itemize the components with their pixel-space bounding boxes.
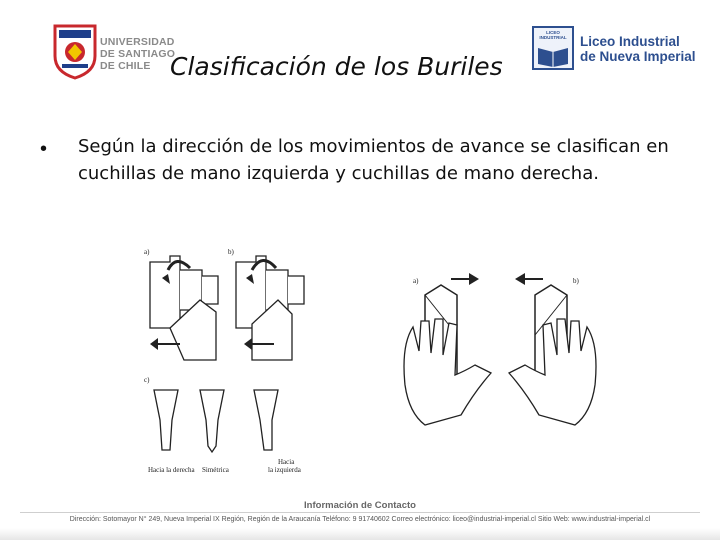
usach-name bbox=[100, 36, 175, 72]
usach-crest-icon bbox=[50, 22, 100, 80]
liceo-line: Liceo Industrial bbox=[580, 34, 680, 49]
bullet-marker: • bbox=[40, 138, 48, 160]
hand-rule-figure bbox=[395, 265, 625, 445]
caption-right: Hacia la derecha bbox=[148, 466, 195, 474]
liceo-logo bbox=[532, 22, 696, 78]
usach-line: DE SANTIAGO bbox=[100, 48, 176, 60]
bullet-text: Según la dirección de los movimientos de avance se clasifican en cuchillas de mano izquierda y cuchillas de mano derecha. bbox=[78, 136, 669, 184]
label-c: c) bbox=[144, 376, 150, 384]
caption-left-line2: la izquierda bbox=[268, 466, 301, 474]
liceo-badge-text: LICEO INDUSTRIAL bbox=[539, 30, 567, 40]
footer-divider bbox=[20, 512, 700, 513]
caption-symmetric: Simétrica bbox=[202, 466, 229, 474]
diagram-c bbox=[144, 376, 302, 474]
label-a: a) bbox=[144, 248, 150, 256]
usach-line: DE CHILE bbox=[100, 60, 151, 72]
hand-a bbox=[404, 273, 491, 425]
tool-direction-figure bbox=[140, 240, 320, 480]
footer-contact-info: Dirección: Sotomayor N° 249, Nueva Imperial IX Región, Región de la Araucanía Teléfono: 9 91740602 Correo electrónico: liceo@industrial-imperial.cl Sitio Web: www.industrial-imperial.cl bbox=[69, 516, 651, 523]
caption-left-line1: Hacia bbox=[278, 458, 295, 466]
liceo-name bbox=[580, 34, 696, 64]
label-b: b) bbox=[573, 277, 579, 285]
book-icon bbox=[534, 40, 572, 68]
footer-bar bbox=[0, 528, 720, 540]
liceo-badge bbox=[532, 26, 574, 70]
label-a: a) bbox=[413, 277, 419, 285]
footer-title: Información de Contacto bbox=[304, 500, 416, 511]
liceo-line: de Nueva Imperial bbox=[580, 49, 696, 64]
hand-b bbox=[509, 273, 596, 425]
usach-line: UNIVERSIDAD bbox=[100, 36, 175, 48]
label-b: b) bbox=[228, 248, 234, 256]
slide-title: Clasificación de los Buriles bbox=[170, 52, 503, 81]
diagram-b bbox=[228, 248, 304, 360]
diagram-a bbox=[144, 248, 218, 360]
usach-logo bbox=[50, 22, 180, 82]
